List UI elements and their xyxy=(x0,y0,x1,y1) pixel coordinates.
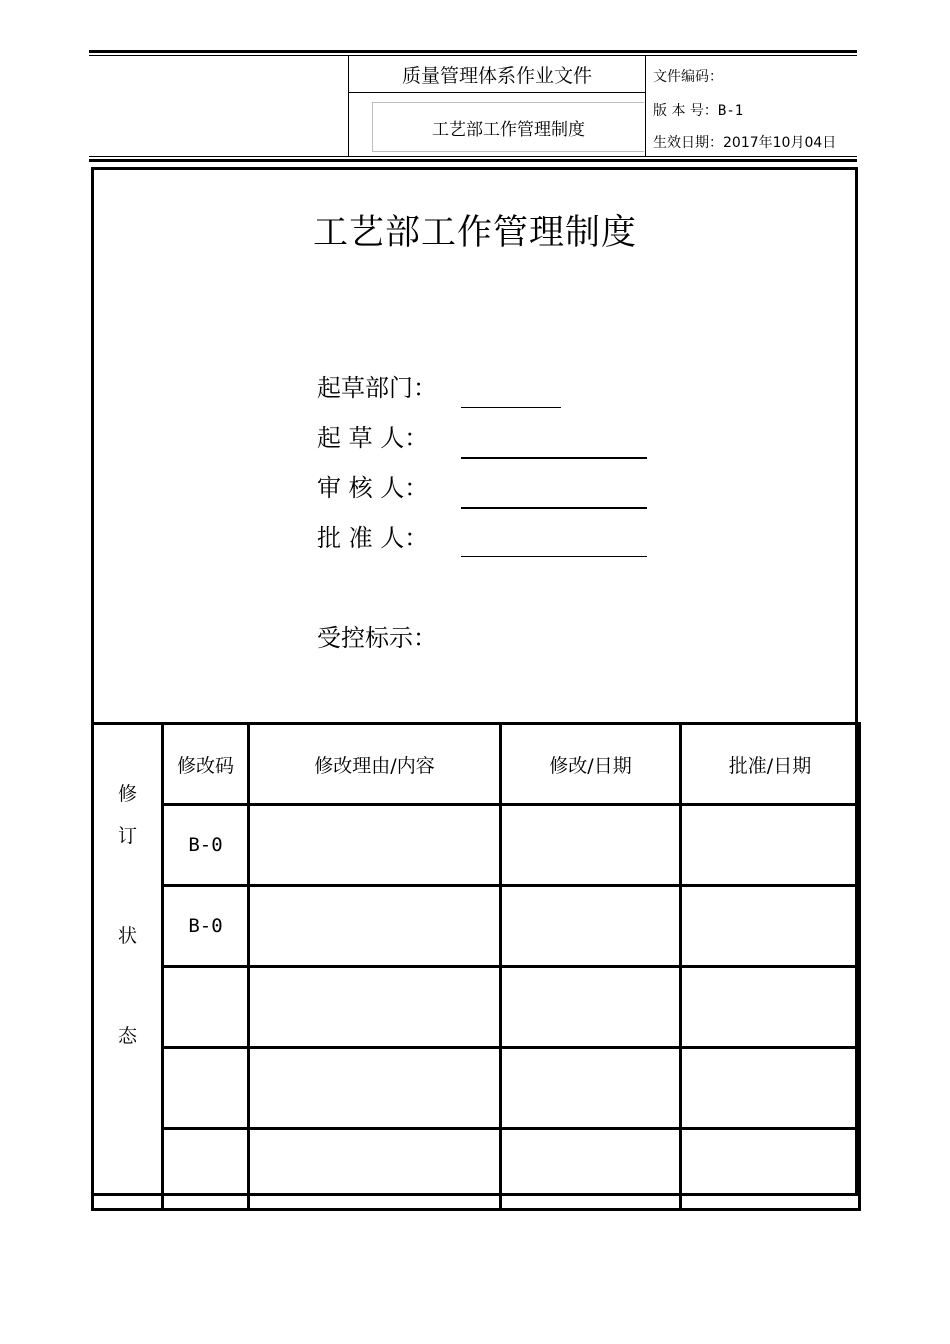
header-system-title: 质量管理体系作业文件 xyxy=(401,64,592,87)
header-bottom-rule xyxy=(89,159,857,162)
revision-table xyxy=(91,722,861,1211)
side-char-3: 状 xyxy=(117,925,137,947)
revision-modify-date-cell[interactable] xyxy=(501,967,681,1048)
revision-modify-date-cell[interactable] xyxy=(501,886,681,967)
side-char-1: 修 xyxy=(117,783,137,805)
table-row xyxy=(93,805,860,886)
revision-code-cell[interactable] xyxy=(163,1129,249,1210)
header-reason: 修改理由/内容 xyxy=(249,724,501,805)
revision-code-cell[interactable] xyxy=(163,1048,249,1129)
header-code: 修改码 xyxy=(163,724,249,805)
revision-reason-cell[interactable] xyxy=(249,805,501,886)
header-approve-date: 批准/日期 xyxy=(681,724,860,805)
approver-line[interactable] xyxy=(461,556,647,557)
revision-modify-date-cell[interactable] xyxy=(501,805,681,886)
version-label: 版 本 号： xyxy=(653,103,718,119)
revision-approve-date-cell[interactable] xyxy=(681,805,860,886)
revision-code-cell[interactable]: B-0 xyxy=(163,805,249,886)
header-effective-date xyxy=(653,132,836,152)
approver-label: 批 准 人： xyxy=(317,524,429,552)
header-doc-name: 工艺部工作管理制度 xyxy=(372,102,644,152)
revision-code-cell[interactable] xyxy=(163,967,249,1048)
header-divider-right xyxy=(645,56,646,157)
header-top-rule xyxy=(89,50,857,53)
effective-date-label: 生效日期： xyxy=(653,135,723,151)
table-row xyxy=(93,967,860,1048)
revision-header-row xyxy=(93,724,860,805)
revision-approve-date-cell[interactable] xyxy=(681,967,860,1048)
revision-reason-cell[interactable] xyxy=(249,886,501,967)
revision-approve-date-cell[interactable] xyxy=(681,1048,860,1129)
header-modify-date: 修改/日期 xyxy=(501,724,681,805)
header-bottom-rule-thin xyxy=(89,156,857,157)
side-char-4: 态 xyxy=(117,1025,137,1047)
control-mark-label: 受控标示： xyxy=(317,624,437,652)
revision-modify-date-cell[interactable] xyxy=(501,1048,681,1129)
drafting-dept-label: 起草部门： xyxy=(317,374,437,402)
header-version xyxy=(653,100,743,120)
table-row xyxy=(93,886,860,967)
side-char-2: 订 xyxy=(117,825,137,847)
revision-reason-cell[interactable] xyxy=(249,1129,501,1210)
revision-approve-date-cell[interactable] xyxy=(681,886,860,967)
header-top-rule-thin xyxy=(89,55,857,56)
revision-modify-date-cell[interactable] xyxy=(501,1129,681,1210)
revision-approve-date-cell[interactable] xyxy=(681,1129,860,1210)
revision-reason-cell[interactable] xyxy=(249,1048,501,1129)
revision-side-label xyxy=(93,724,163,1210)
document-title: 工艺部工作管理制度 xyxy=(312,213,637,253)
drafter-line[interactable] xyxy=(461,457,647,459)
version-value: B-1 xyxy=(717,103,744,119)
doc-code-label: 文件编码： xyxy=(653,69,723,85)
effective-date-value: 2017年10月04日 xyxy=(723,135,837,151)
header-middle-rule xyxy=(349,92,645,93)
drafter-label: 起 草 人： xyxy=(317,424,429,452)
drafting-dept-line[interactable] xyxy=(461,407,561,408)
revision-reason-cell[interactable] xyxy=(249,967,501,1048)
revision-code-cell[interactable]: B-0 xyxy=(163,886,249,967)
table-row xyxy=(93,1129,860,1210)
reviewer-label: 审 核 人： xyxy=(317,474,429,502)
table-row xyxy=(93,1048,860,1129)
reviewer-line[interactable] xyxy=(461,507,647,509)
header-doc-code xyxy=(653,66,723,86)
